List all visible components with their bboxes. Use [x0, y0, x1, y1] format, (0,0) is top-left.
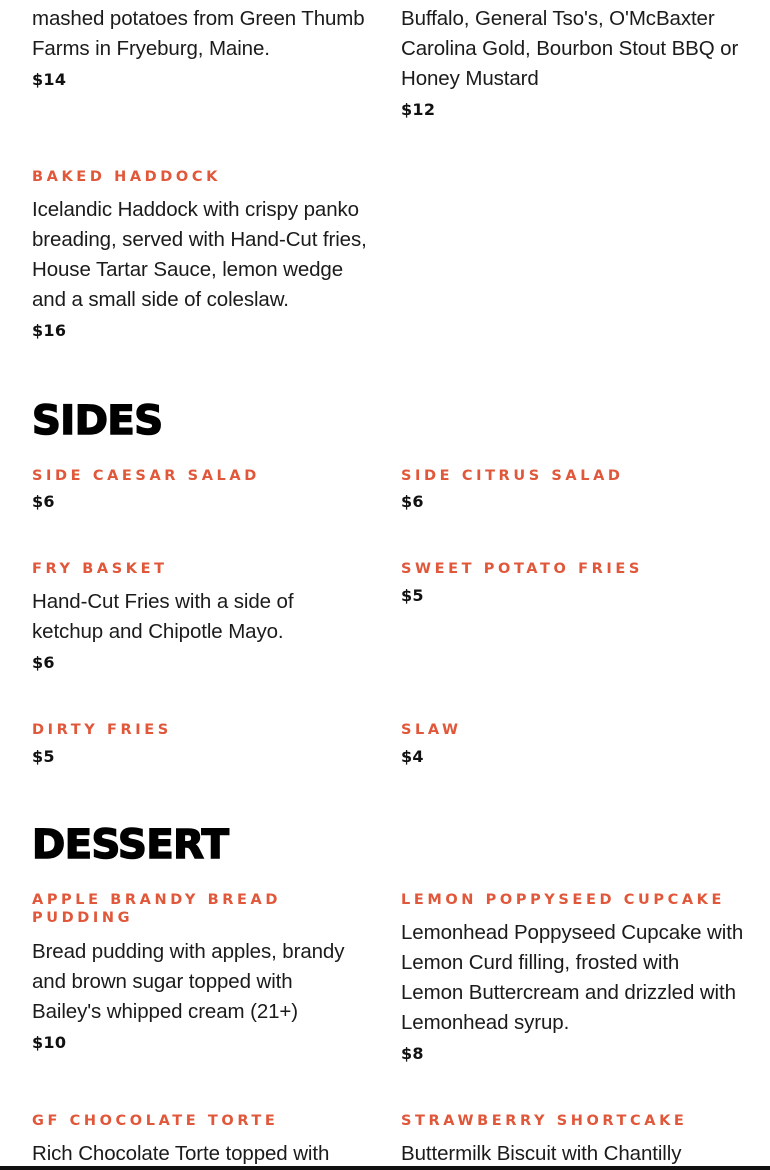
item-description: Bread pudding with apples, brandy and brown sugar topped with Bailey's whipped cream (21+): [32, 940, 345, 1023]
item-name-strawberry-shortcake: STRAWBERRY SHORTCAKE: [401, 1113, 688, 1129]
item-price: $16: [32, 321, 67, 340]
item-price: $5: [32, 747, 55, 766]
item-description: mashed potatoes from Green Thumb Farms in Fryeburg, Maine.: [32, 7, 365, 60]
item-name-side-citrus-salad: SIDE CITRUS SALAD: [401, 468, 624, 484]
item-name-gf-chocolate-torte: GF CHOCOLATE TORTE: [32, 1113, 279, 1129]
item-name-sweet-potato-fries: SWEET POTATO FRIES: [401, 561, 643, 577]
item-name-slaw: SLAW: [401, 722, 462, 738]
item-name-baked-haddock: BAKED HADDOCK: [32, 169, 221, 185]
item-price: $6: [401, 492, 424, 511]
item-price: $10: [32, 1033, 67, 1052]
bottom-border: [0, 1166, 770, 1170]
item-price: $14: [32, 70, 67, 89]
item-description: Icelandic Haddock with crispy panko breading, served with Hand-Cut fries, House Tartar Sauce, lemon wedge and a small side of coleslaw.: [32, 198, 367, 311]
item-description: Rich Chocolate Torte topped with: [32, 1142, 330, 1165]
section-title-sides: SIDES: [32, 398, 163, 444]
item-name-side-caesar-salad: SIDE CAESAR SALAD: [32, 468, 260, 484]
item-name-dirty-fries: DIRTY FRIES: [32, 722, 172, 738]
item-price: $6: [32, 492, 55, 511]
item-description: Buffalo, General Tso's, O'McBaxter Carolina Gold, Bourbon Stout BBQ or Honey Mustard: [401, 7, 739, 90]
section-title-dessert: DESSERT: [32, 822, 229, 868]
item-name-apple-brandy-bread-pudding: APPLE BRANDY BREAD PUDDING: [32, 892, 281, 926]
item-description: Hand-Cut Fries with a side of ketchup and Chipotle Mayo.: [32, 590, 294, 643]
item-name-fry-basket: FRY BASKET: [32, 561, 168, 577]
item-price: $12: [401, 100, 436, 119]
item-name-lemon-poppyseed-cupcake: LEMON POPPYSEED CUPCAKE: [401, 892, 725, 908]
item-description: Buttermilk Biscuit with Chantilly: [401, 1142, 682, 1165]
item-price: $4: [401, 747, 424, 766]
item-price: $6: [32, 653, 55, 672]
item-price: $8: [401, 1044, 424, 1063]
item-description: Lemonhead Poppyseed Cupcake with Lemon Curd filling, frosted with Lemon Buttercream and drizzled with Lemonhead syrup.: [401, 921, 744, 1034]
item-price: $5: [401, 586, 424, 605]
